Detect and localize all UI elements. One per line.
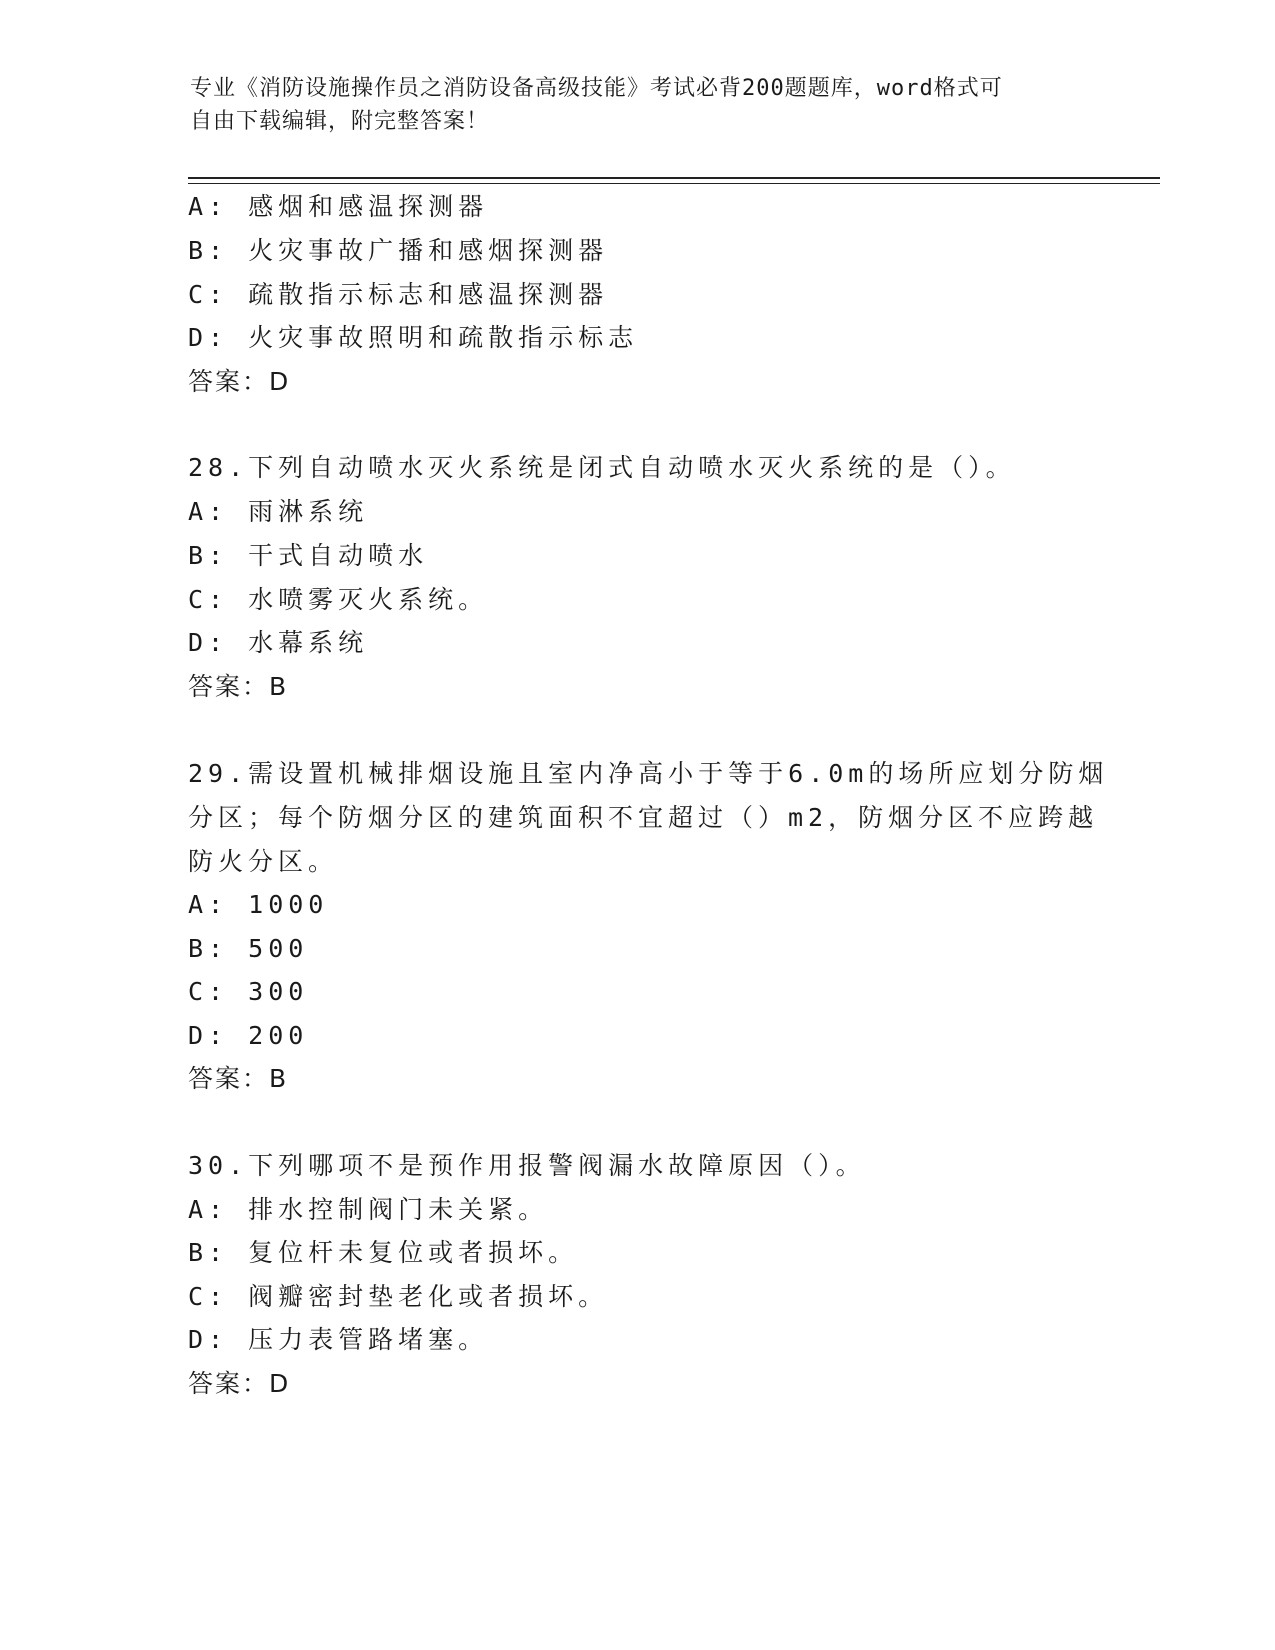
q30-option-a: A: 排水控制阀门未关紧。	[188, 1195, 549, 1224]
q29-option-d: D: 200	[188, 1021, 309, 1050]
header-line-2: 自由下载编辑，附完整答案！	[190, 109, 490, 134]
q29-stem-line-3: 防火分区。	[188, 847, 339, 876]
q30-option-b: B: 复位杆未复位或者损坏。	[188, 1238, 579, 1267]
q29-option-b: B: 500	[188, 934, 309, 963]
q29-stem-line-1: 29.需设置机械排烟设施且室内净高小于等于6.0m的场所应划分防烟	[188, 759, 1109, 788]
q29-option-c: C: 300	[188, 977, 309, 1006]
q28-option-b: B: 干式自动喷水	[188, 541, 429, 570]
header-divider-thin	[188, 183, 1160, 184]
q30-option-d: D: 压力表管路堵塞。	[188, 1325, 489, 1354]
q29-answer: 答案：B	[188, 1064, 289, 1093]
header-divider-thick	[188, 177, 1160, 179]
q28-option-d: D: 水幕系统	[188, 628, 369, 657]
q30-answer: 答案：D	[188, 1369, 291, 1398]
q27-option-a: A: 感烟和感温探测器	[188, 192, 489, 221]
q27-answer: 答案：D	[188, 367, 291, 396]
q27-option-c: C: 疏散指示标志和感温探测器	[188, 280, 609, 309]
q29-option-a: A: 1000	[188, 890, 329, 919]
q27-option-b: B: 火灾事故广播和感烟探测器	[188, 236, 609, 265]
q30-option-c: C: 阀瓣密封垫老化或者损坏。	[188, 1282, 609, 1311]
q28-stem: 28.下列自动喷水灭火系统是闭式自动喷水灭火系统的是（）。	[188, 453, 1016, 482]
q29-stem-line-2: 分区；每个防烟分区的建筑面积不宜超过（）m2，防烟分区不应跨越	[188, 803, 1099, 832]
q30-stem: 30.下列哪项不是预作用报警阀漏水故障原因（）。	[188, 1151, 866, 1180]
q28-option-a: A: 雨淋系统	[188, 497, 369, 526]
q28-option-c: C: 水喷雾灭火系统。	[188, 585, 489, 614]
document-header	[190, 72, 1070, 138]
header-line-1: 专业《消防设施操作员之消防设备高级技能》考试必背200题题库，word格式可	[190, 76, 1003, 101]
q28-answer: 答案：B	[188, 672, 289, 701]
q27-option-d: D: 火灾事故照明和疏散指示标志	[188, 323, 639, 352]
